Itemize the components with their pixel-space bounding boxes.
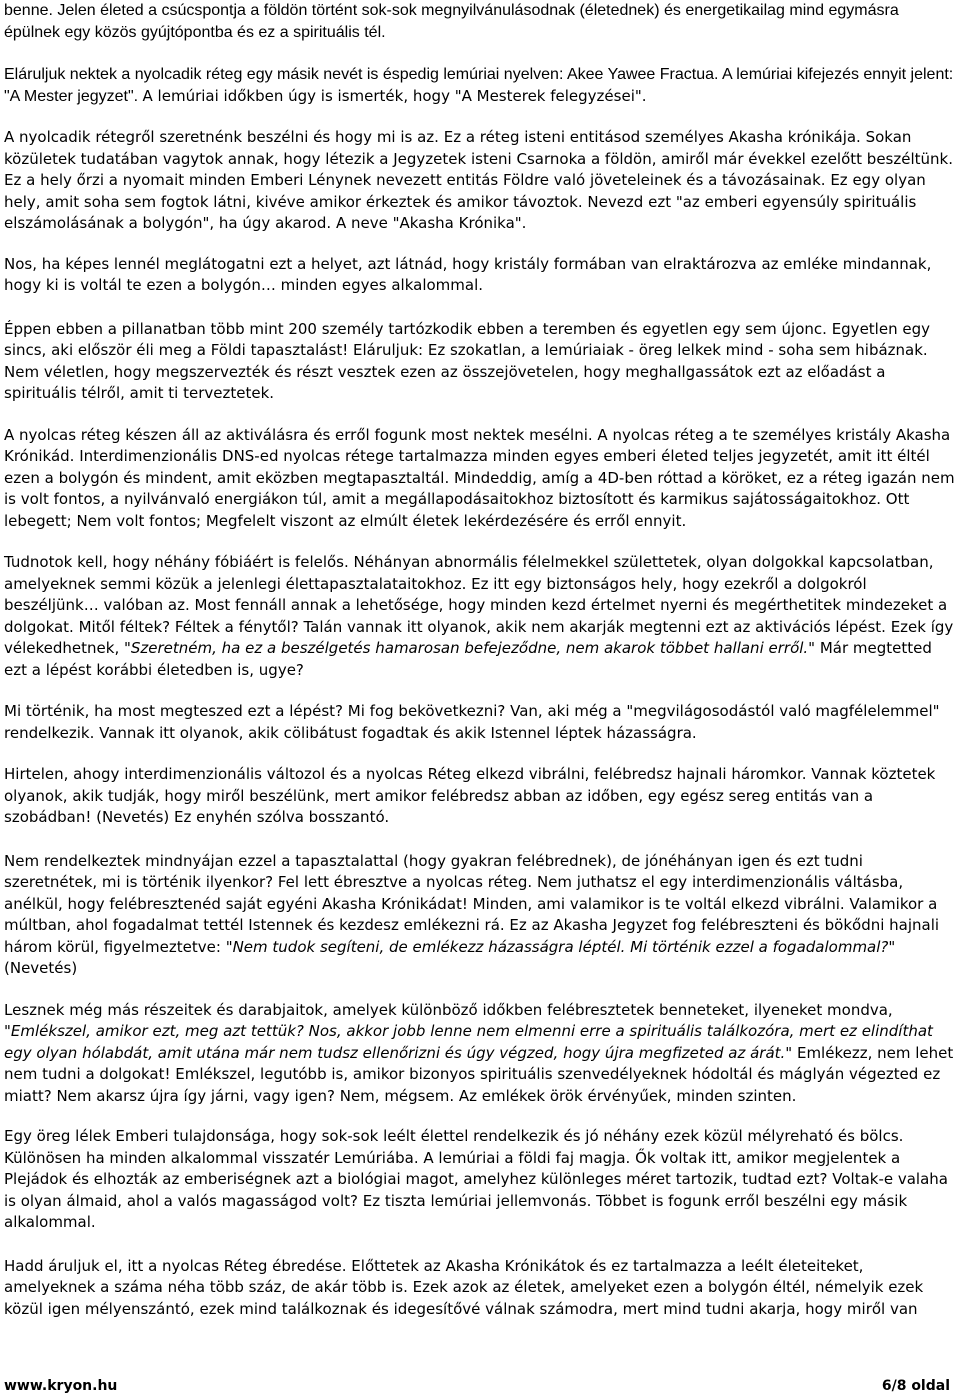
paragraph — [4, 764, 956, 829]
paragraph-text: A nyolcadik rétegről szeretnénk beszélni és hogy mi is az. Ez a réteg isteni entitásod személyes Akasha krónikája. Sokan közületek tudatában vagytok annak, hogy létezik a Jegyzetek isteni Csarnoka a földön, amiről már évekkel ezelőtt beszéltünk. Ez a hely őrzi a nyomait minden Emberi Lénynek nevezett entitás Földre való jöveteleinek és a távozásainak. Ez egy olyan hely, amit soha sem fogtok látni, kivéve amikor érkeztek és amikor távoztok. Nevezd ezt "az emberi egyensúly spirituális elszámolásának a bolygón", ha úgy akarod. A neve "Akasha Krónika". — [4, 128, 953, 232]
quoted-italic-text: "Szeretném, ha ez a beszélgetés hamarosan befejeződne, nem akarok többet hallani erről." — [123, 639, 816, 657]
paragraph — [4, 1126, 956, 1234]
paragraph-text: A lemúriai időkben úgy is ismerték, hogy "A Mesterek felegyzései". — [142, 86, 647, 105]
paragraph — [4, 1000, 956, 1108]
paragraph-text: Éppen ebben a pillanatban több mint 200 személy tartózkodik ebben a teremben és egyetlen egy sem újonc. Egyetlen egy sincs, aki először éli meg a Földi tapasztalást! Eláruljuk: Ez szokatlan, a lemúriaiak - öreg lelkek mind - soha sem hibáznak. Nem véletlen, hogy megszervezték és részt vesztek ezen az összejövetelen, hogy meghallgassátok ezt az előadást a spirituális télről, amit ti terveztetek. — [4, 319, 930, 402]
document-body — [4, 0, 956, 1340]
quoted-italic-text: "Nem tudok segíteni, de emlékezz házasságra léptél. Mi történik ezzel a fogadalommal?" — [225, 937, 896, 956]
paragraph-text: Lesznek még más részeitek és darabjaitok, amelyek különböző időkben felébresztetek benneteket, ilyeneket mondva, — [4, 1000, 893, 1019]
page-footer — [4, 1377, 950, 1395]
paragraph-text: Mi történik, ha most megteszed ezt a lépést? Mi fog bekövetkezni? Van, aki még a "megvilágosodástól való magfélelemmel" rendelkezik. Vannak itt olyanok, akik cölibátust fogadtak és akik Istennel léptek házasságra. — [4, 702, 940, 742]
paragraph-text: Nos, ha képes lennél meglátogatni ezt a helyet, azt látnád, hogy kristály formában van elraktározva az emléke mindannak, hogy ki is voltál te ezen a bolygón… minden egyes alkalommal. — [4, 254, 932, 294]
paragraph — [4, 319, 956, 405]
paragraph — [4, 1256, 956, 1321]
paragraph — [4, 254, 956, 297]
paragraph — [4, 701, 956, 744]
paragraph — [4, 552, 956, 681]
paragraph-text: Eláruljuk nektek a nyolcadik réteg egy másik nevét is éspedig lemúriai nyelven: Akee Yawee Fractua. A lemúriai kifejezés ennyit jelent: "A Mester jegyzet". — [4, 66, 954, 105]
paragraph — [4, 851, 956, 980]
paragraph — [4, 0, 956, 43]
paragraph-text: Már megtetted ezt a lépést korábbi életedben is, ugye? — [4, 639, 932, 679]
paragraph-text: Egy öreg lélek Emberi tulajdonsága, hogy sok-sok leélt élettel rendelkezik és jó néhány ezek közül mélyreható és bölcs. Különösen ha minden alkalommal visszatér Lemúriába. A lemúriai a földi faj magja. Ők voltak itt, amikor megjelentek a Plejádok és elhozták az emberiségnek azt a biológiai magot, amelyhez különleges méret tartozik, tudtad ezt? Voltak-e valaha is olyan álmaid, ahol a valós magasságod volt? Ez tiszta lemúriai jellemvonás. Többet is fogunk erről beszélni egy másik alkalommal. — [4, 1127, 948, 1231]
footer-website: www.kryon.hu — [4, 1378, 118, 1394]
paragraph-text: benne. Jelen életed a csúcspontja a földön történt sok-sok megnyilvánulásodnak (életednek) és energetikailag mind egymásra épülnek egy közös gyújtópontba és ez a spirituális tél. — [4, 2, 899, 41]
paragraph-text: Tudnotok kell, hogy néhány fóbiáért is felelős. Néhányan abnormális félelmekkel születtetek, olyan dolgokkal kapcsolatban, amelyeknek semmi közük a jelenlegi élettapasztalataitokhoz. Ez itt egy biztonságos hely, hogy ezekről a dolgokról beszéljünk… valóban az. Most fennáll annak a lehetősége, hogy minden kezd értelmet nyerni és megérthetitek mindezeket a dolgokat. Mitől féltek? Féltek a fénytől? Talán vannak itt olyanok, akik nem akarják megtenni ezt az aktivációs lépést. Ezek így vélekedhetnek, — [4, 553, 954, 657]
paragraph — [4, 425, 956, 533]
page-number: 6/8 oldal — [881, 1378, 950, 1394]
paragraph-text: Nem rendelkeztek mindnyájan ezzel a tapasztalattal (hogy gyakran felébrednek), de jónéhányan igen és ezt tudni szeretnétek, mi is történik ilyenkor? Fel lett ébresztve a nyolcas réteg. Nem juthatsz el egy interdimenzionális váltásba, anélkül, hogy felébresztenéd saját egyéni Akasha Krónikádat! Minden, ami valamikor is te voltál elkezd vibrálni. Valamikor a múltban, ahol fogadalmat tettél Istennek és kezdesz emlékezni rá. Ez az Akasha Jegyzet fog felébreszteni és bökődni hajnali három körül, figyelmeztetve: — [4, 851, 940, 956]
paragraph — [4, 127, 956, 235]
paragraph-text: A nyolcas réteg készen áll az aktiválásra és erről fogunk most nektek mesélni. A nyolcas réteg a te személyes kristály Akasha Krónikád. Interdimenzionális DNS-ed nyolcas rétege tartalmazza minden egyes emberi életed teljes jegyzetét, amit itt éltél ezen a bolygón és mindent, amit eközben megtapasztaltál. Mindeddig, amíg a 4D-ben róttad a köröket, ez a réteg igazán nem is volt fontos, a nyilvánvaló energiákon túl, amit a megállapodásaitokhoz biztosított és karmikus sajátosságaitokhoz. Ott lebegett; Nem volt fontos; Megfelelt viszont az elmúlt életek lekérdezésére és erről ennyit. — [4, 425, 955, 530]
quoted-italic-text: "Emlékszel, amikor ezt, meg azt tettük? Nos, akkor jobb lenne nem elmenni erre a spirituális találkozóra, mert ez elindíthat egy olyan hólabdát, amit utána már nem tudsz ellenőrizni és úgy végzed, hogy újra megfizeted az árát." — [4, 1022, 933, 1062]
paragraph-text: (Nevetés) — [4, 959, 78, 977]
paragraph-text: Hadd áruljuk el, itt a nyolcas Réteg ébredése. Előttetek az Akasha Krónikátok és ez tartalmazza a leélt életeiteket, amelyeknek a száma néha több száz, de akár több is. Ezek azok az életek, amelyeket ezen a bolygón éltél, némelyik ezek közül igen mélyenszántó, ezek mind találkoznak és idegesítővé válnak számodra, mert mind tudni akarja, hogy miről van — [4, 1256, 924, 1318]
paragraph-text: Hirtelen, ahogy interdimenzionális változol és a nyolcas Réteg elkezd vibrálni, felébredsz hajnali háromkor. Vannak köztetek olyanok, akik tudják, hogy miről beszélünk, mert amikor felébredsz abban az időben, egy egész sereg entitás van a szobádban! (Nevetés) Ez enyhén szólva bosszantó. — [4, 765, 936, 826]
paragraph-text: Emlékezz, nem lehet nem tudni a dolgokat! Emlékszel, legutóbb is, amikor bizonyos spirituális szenvedélyeknek hódoltál és máglyán végezted ez miatt? Nem akarsz újra így járni, vagy igen? Nem, mégsem. Az emlékek örök érvényűek, minden szinten. — [4, 1043, 954, 1105]
paragraph — [4, 64, 956, 107]
